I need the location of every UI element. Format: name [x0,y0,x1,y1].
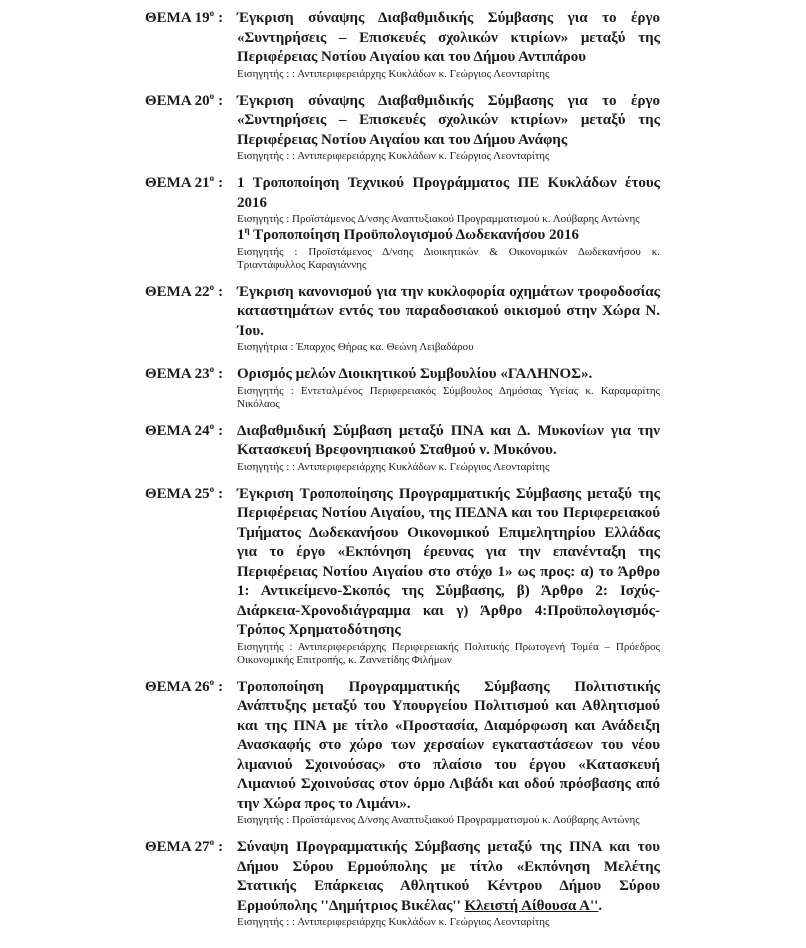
topic-presenter: Εισηγητής : Εντεταλμένος Περιφερειακός Σύμβουλος Δημόσιας Υγείας κ. Καραμαρίτης Νικόλαος [237,384,660,410]
topic-27 [145,838,660,929]
title-superscript: η [244,225,250,235]
topic-title [237,9,660,68]
title-text: Έγκριση σύναψης Διαβαθμιδικής Σύμβασης για το έργο «Συντηρήσεις – Επισκευές σχολικών κτιρίων» μεταξύ της Περιφέρειας Νοτίου Αιγαίου και του Δήμου Αντιπάρου [237,10,660,65]
topic-title [237,422,660,461]
topic-24-label [145,422,237,442]
topic-number: ΘΕΜΑ 22 [145,283,210,300]
topic-23-label [145,365,237,385]
title-text: Διαβαθμιδική Σύμβαση μεταξύ ΠΝΑ και Δ. Μυκονίων για την Κατασκευή Βρεφονηπιακού Σταθμού ν. Μυκόνου. [237,422,660,458]
topic-24 [145,422,660,474]
topic-19-body [237,9,660,81]
topic-number: ΘΕΜΑ 25 [145,485,210,502]
topic-presenter: Εισηγητής : Προϊστάμενος Δ/νσης Διοικητικών & Οικονομικών Δωδεκανήσου κ. Τριαντάφυλλος Καραγιάννης [237,245,660,271]
topic-presenter: Εισηγητής : : Αντιπεριφερειάρχης Κυκλάδων κ. Γεώργιος Λεονταρίτης [237,460,550,473]
topic-colon: : [218,366,224,382]
topic-number: ΘΕΜΑ 20 [145,92,210,109]
topic-presenter: Εισηγητής : : Αντιπεριφερειάρχης Κυκλάδων κ. Γεώργιος Λεονταρίτης [237,150,550,162]
topic-20-label [145,92,237,112]
topic-21-entry-2 [237,226,660,272]
topic-title [237,283,660,342]
topic-presenter: Εισηγητής : Προϊστάμενος Δ/νσης Αναπτυξιακού Προγραμματισμού κ. Λούβαρης Αντώνης [237,814,640,826]
topic-colon: : [218,839,224,855]
title-text: 1 Τροποποίηση Τεχνικού Προγράμματος ΠΕ Κυκλάδων έτους 2016 [237,175,660,211]
topic-colon: : [218,283,224,300]
topic-number: ΘΕΜΑ 27 [145,839,210,855]
topic-ordinal: ο [209,420,215,431]
topic-20-body [237,92,660,164]
topic-presenter: Εισηγητής : Προϊστάμενος Δ/νσης Αναπτυξιακού Προγραμματισμού κ. Λούβαρης Αντώνης [237,213,640,225]
topic-title [237,678,660,815]
topic-22 [145,283,660,355]
title-text: Έγκριση σύναψης Διαβαθμιδικής Σύμβασης για το έργο «Συντηρήσεις – Επισκευές σχολικών κτιρίων» μεταξύ της Περιφέρειας Νοτίου Αιγαίου και του Δήμου Ανάφης [237,92,660,148]
title-text: Έγκριση κανονισμού για την κυκλοφορία οχημάτων τροφοδοσίας καταστημάτων εντός του παραδοσιακού οικισμού στην Χώρα Ν. Ίου. [237,283,660,339]
topic-colon: : [218,678,224,695]
topic-title [237,174,660,213]
topic-23 [145,365,660,411]
topic-22-label [145,283,237,303]
topic-25-label [145,485,237,505]
topic-title [237,365,660,385]
title-underlined-text: Κλειστή Αίθουσα Α'' [464,897,599,914]
topic-presenter: Εισηγητής : : Αντιπεριφερειάρχης Κυκλάδων κ. Γεώργιος Λεονταρίτης [237,916,550,928]
topic-19 [145,9,660,81]
topic-colon: : [218,422,224,439]
topic-colon: : [218,175,224,191]
topic-presenter: Εισηγήτρια : Έπαρχος Θήρας κα. Θεώνη Λειβαδάρου [237,341,474,353]
topic-26-label [145,678,237,698]
topic-ordinal: ο [209,364,215,374]
topic-21-body [237,174,660,272]
topic-ordinal: ο [209,676,215,687]
title-text: Τροποποίηση Προγραμματικής Σύμβασης Πολιτιστικής Ανάπτυξης μεταξύ του Υπουργείου Πολιτισμού και Αθλητισμού και της ΠΝΑ με τίτλο «Προστασία, Διαμόρφωση και Ανάδειξη Ανασκαφής στο χώρο των χερσαίων εγκαταστάσεων του νέου λιμανιού Σχοινούσας» στο πλαίσιο του έργου «Κατασκευή Λιμανιού Σχοινούσας στον όρμο Λιβάδι και οδού πρόσβασης από την Χώρα προς το Λιμάνι». [237,678,660,812]
topic-ordinal: ο [209,173,215,183]
topic-number: ΘΕΜΑ 26 [145,678,210,695]
topic-27-label [145,838,237,858]
topic-26-body [237,678,660,828]
topic-ordinal: ο [209,483,215,494]
topic-ordinal: ο [209,8,215,18]
topic-number: ΘΕΜΑ 19 [145,10,210,26]
topic-presenter: Εισηγητής : Αντιπεριφερειάρχης Περιφερειακής Πολιτικής Πρωτογενή Τομέα – Πρόεδρος Οικονομικής Επιτροπής, κ. Ζαννετίδης Φιλήμων [237,640,660,666]
topic-title [237,92,660,151]
title-text: Τροποποίηση Προϋπολογισμού Δωδεκανήσου 2016 [249,227,580,243]
topic-presenter: Εισηγητής : : Αντιπεριφερειάρχης Κυκλάδων κ. Γεώργιος Λεονταρίτης [237,67,550,80]
topic-number: ΘΕΜΑ 23 [145,366,210,382]
topic-colon: : [218,10,224,26]
title-suffix: . [598,897,603,914]
topic-21 [145,174,660,272]
topic-20 [145,92,660,164]
topic-25 [145,485,660,667]
topic-colon: : [218,485,224,502]
topic-27-body [237,838,660,929]
topic-title [237,226,660,246]
topic-23-body [237,365,660,411]
topic-24-body [237,422,660,474]
topic-21-entry-1 [237,174,660,226]
topic-19-label [145,9,237,29]
topic-26 [145,678,660,828]
topic-colon: : [218,92,224,109]
topic-title [237,485,660,641]
topic-21-label [145,174,237,194]
title-prefix: 1 [237,227,245,243]
topic-ordinal: ο [209,837,215,847]
topic-22-body [237,283,660,355]
title-text: Σύναψη Προγραμματικής Σύμβασης μεταξύ της ΠΝΑ και του Δήμου Σύρου Ερμούπολης με τίτλο «Εκπόνηση Μελέτης Στατικής Επάρκειας Αθλητικού Κέντρου Δήμου Σύρου Ερμούπολης ''Δημήτριος Βικέλας'' [237,839,660,914]
topic-25-body [237,485,660,667]
topic-number: ΘΕΜΑ 21 [145,175,210,191]
title-text: Ορισμός μελών Διοικητικού Συμβουλίου «ΓΑΛΗΝΟΣ». [237,366,593,382]
topic-ordinal: ο [209,90,215,101]
title-text: Έγκριση Τροποποίησης Προγραμματικής Σύμβασης μεταξύ της Περιφέρειας Νοτίου Αιγαίου, της ΠΕΔΝΑ και του Περιφερειακού Τμήματος Δωδεκανήσου Οικονομικού Επιμελητηρίου Ελλάδας για το έργο «Εκπόνηση έρευνας για την επανένταξη της Περιφέρειας Νοτίου Αιγαίου στο στόχο 1» ως προς: α) το Άρθρο 1: Αντικείμενο-Σκοπός της Σύμβασης, β) Άρθρο 2: Ισχύς-Διάρκεια-Χρονοδιάγραμμα και γ) Άρθρο 4:Προϋπολογισμός-Τρόπος Χρηματοδότησης [237,485,660,638]
topic-title [237,838,660,916]
topic-number: ΘΕΜΑ 24 [145,422,210,439]
topic-ordinal: ο [209,281,215,292]
